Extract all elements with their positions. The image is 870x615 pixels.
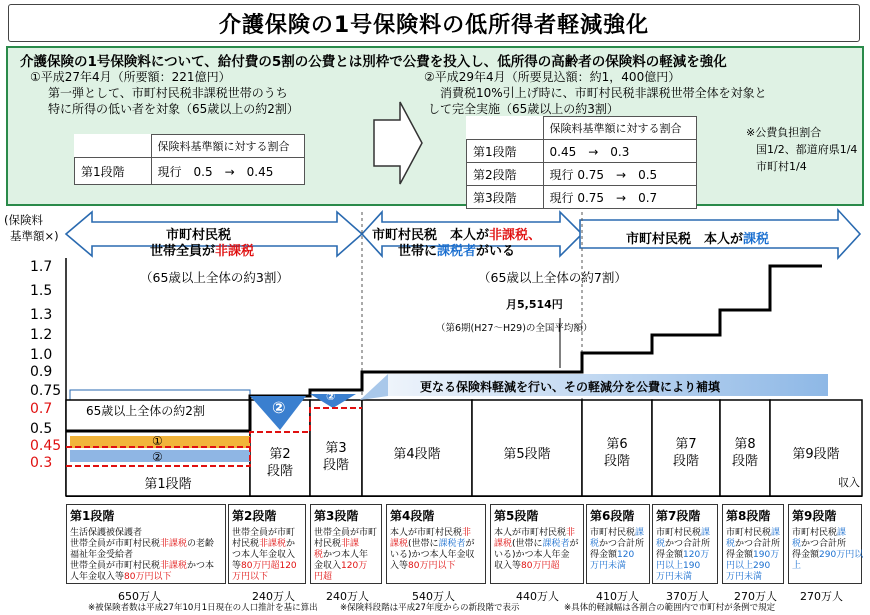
detail-text: かつ合計所 xyxy=(665,539,711,549)
footnote: ※具体的軽減幅は各割合の範囲内で市町村が条例で規定 xyxy=(564,603,776,613)
detail-text: 市町村民税 xyxy=(726,528,772,538)
detail-text: かつ合計所 xyxy=(599,539,645,549)
detail-text-red: 120万 xyxy=(341,561,368,571)
population-count: 650万人 xyxy=(118,590,161,603)
detail-text: が xyxy=(465,539,475,549)
stage-detail-title: 第3段階 xyxy=(314,509,359,523)
stage-detail-line xyxy=(590,528,646,539)
burden-title: ※公費負担割合 xyxy=(746,126,822,139)
detail-text: 市町村民税 xyxy=(656,528,702,538)
detail-text-blue: 課 xyxy=(701,528,711,538)
detail-text-blue: 課税者 xyxy=(542,539,570,549)
band-c-line1 xyxy=(626,228,769,247)
y-tick-label: 0.45 xyxy=(30,438,62,454)
band-a-red: 非課税 xyxy=(215,244,255,259)
detail-text: かつ合計所 xyxy=(735,539,781,549)
monthly-average: 月5,514円 xyxy=(506,298,563,311)
detail-text-blue: 万円未満 xyxy=(656,572,693,582)
detail-text: の老齢 xyxy=(187,539,215,549)
stage-label: 第9段階 xyxy=(792,447,840,462)
detail-text-red: 万円以下 xyxy=(232,572,269,582)
detail-text-red: 非 xyxy=(566,528,576,538)
stage-detail-line xyxy=(726,572,780,583)
detail-text-blue: 190万 xyxy=(753,550,780,560)
stage-label: 第6 段階 xyxy=(603,437,630,469)
footnote: ※被保険者数は平成27年10月1日現在の人口推計を基に算出 xyxy=(88,603,318,613)
detail-text-blue: 万円未満 xyxy=(590,561,627,571)
stage-detail-box xyxy=(310,504,382,584)
stage-detail-title: 第5段階 xyxy=(494,509,539,523)
stage-cell: 第1段階 xyxy=(75,158,152,185)
ratio-cell: 現行 0.5 → 0.45 xyxy=(151,158,304,185)
stage-detail-line xyxy=(590,550,646,561)
stage-detail-line xyxy=(656,528,714,539)
stage-detail-line xyxy=(792,550,864,561)
population-count: 240万人 xyxy=(326,590,369,603)
detail-text: 得金額 xyxy=(726,550,754,560)
detail-text-blue: 290万円以 xyxy=(819,550,864,560)
phase1-head: ①平成27年4月（所要額：221億円） xyxy=(30,70,231,84)
stage-detail-line xyxy=(70,572,222,583)
stage-detail-line xyxy=(232,539,302,550)
stage-detail-box xyxy=(228,504,306,584)
detail-text-blue: 円以上290 xyxy=(726,561,771,571)
stage-detail-line xyxy=(792,539,858,550)
stage-detail-line xyxy=(494,561,580,572)
stage-detail-title: 第7段階 xyxy=(656,509,701,523)
pct-30: （65歳以上全体の約3割） xyxy=(140,270,289,285)
detail-text-blue: 上 xyxy=(792,561,802,571)
stage-label: 第7 段階 xyxy=(672,437,699,469)
stage-detail-line xyxy=(390,561,482,572)
population-count: 540万人 xyxy=(412,590,455,603)
period-note: （第6期(H27～H29)の全国平均額） xyxy=(436,323,593,334)
detail-text-blue: 税 xyxy=(792,539,802,549)
stage-label: 第3 段階 xyxy=(322,441,349,473)
stage-detail-line xyxy=(792,561,858,572)
stage-detail-line xyxy=(656,550,714,561)
stage-detail-line xyxy=(314,572,378,583)
detail-text-blue: 税 xyxy=(726,539,736,549)
detail-text-blue: 円以上190 xyxy=(656,561,701,571)
pct-70: （65歳以上全体の約7割） xyxy=(478,270,627,285)
stage-detail-box xyxy=(652,504,718,584)
y-tick-label: 0.9 xyxy=(30,364,53,380)
detail-text-red: 非課税 xyxy=(160,539,188,549)
detail-text: が xyxy=(569,539,579,549)
detail-text-blue: 120万 xyxy=(683,550,710,560)
stage-detail-box xyxy=(788,504,862,584)
detail-text: 生活保護被保護者 xyxy=(70,528,143,538)
detail-text-red: 80万円超 xyxy=(521,561,560,571)
band-a-line2 xyxy=(150,240,254,259)
footnote: ※保険料段階は平成27年度からの新段階で表示 xyxy=(340,603,520,613)
stage-detail-line xyxy=(494,539,580,550)
stage-detail-line xyxy=(232,561,302,572)
y-tick-label: 1.5 xyxy=(30,283,53,299)
x-axis-label: 収入 xyxy=(838,476,860,489)
detail-text: か xyxy=(286,539,296,549)
table-header: 保険料基準額に対する割合 xyxy=(543,117,696,140)
stage-detail-title: 第9段階 xyxy=(792,509,837,523)
stage-detail-line xyxy=(70,539,222,550)
intro-text: 介護保険の1号保険料について、給付費の5割の公費とは別枠で公費を投入し、低所得の高齢者の保険料の軽減を強化 xyxy=(20,54,727,70)
detail-text: 村民税 xyxy=(232,539,260,549)
detail-text-red: 非課税 xyxy=(259,539,287,549)
detail-text: つ本人年金収入 xyxy=(232,550,296,560)
stage-detail-box xyxy=(66,504,226,584)
stage-detail-line xyxy=(232,550,302,561)
stage-label: 第4段階 xyxy=(393,447,441,462)
population-count: 410万人 xyxy=(596,590,639,603)
phase1-line2: 特に所得の低い者を対象（65歳以上の約2割） xyxy=(48,102,299,116)
detail-text: いる)かつ本人年金 xyxy=(494,550,570,560)
detail-text-red: 80万円以下 xyxy=(124,572,172,582)
detail-text: 市町村民税 xyxy=(590,528,636,538)
stage-detail-title: 第1段階 xyxy=(70,509,115,523)
detail-text: 市町村民税 xyxy=(792,528,838,538)
band-c-blue: 課税 xyxy=(743,232,770,247)
stage-detail-box xyxy=(386,504,486,584)
stage-detail-line xyxy=(656,561,714,572)
detail-text: 福祉年金受給者 xyxy=(70,550,134,560)
stage-detail-line xyxy=(314,561,378,572)
population-count: 270万人 xyxy=(800,590,843,603)
detail-text-blue: 課 xyxy=(771,528,781,538)
detail-text: 世帯全員が市町村民税 xyxy=(70,561,161,571)
band-b-line2 xyxy=(398,240,515,259)
detail-text-red: 80万円超120 xyxy=(241,561,297,571)
band-b-text3: がいる xyxy=(476,244,516,259)
band-b-text: 市町村民税 本人が xyxy=(372,228,490,243)
stage-detail-title: 第8段階 xyxy=(726,509,771,523)
band-b-blue: 課税者 xyxy=(437,244,477,259)
stage-detail-line xyxy=(314,528,378,539)
stage-cell: 第2段階 xyxy=(467,163,544,186)
detail-text: 本人が市町村民税 xyxy=(390,528,463,538)
detail-text: 得金額 xyxy=(590,550,618,560)
table-header: 保険料基準額に対する割合 xyxy=(151,135,304,158)
pct-20: 65歳以上全体の約2割 xyxy=(86,404,205,418)
detail-text: 村民税 xyxy=(314,539,342,549)
phase2-line2: して完全実施（65歳以上の約3割） xyxy=(428,102,619,116)
stage-detail-line xyxy=(390,528,482,539)
stage-detail-line xyxy=(70,550,222,561)
yaxis-title-2: 基準額×) xyxy=(10,229,59,243)
detail-text-blue: 税 xyxy=(656,539,666,549)
burden-national: 国1/2、都道府県1/4 xyxy=(756,143,858,156)
stage-detail-line xyxy=(792,528,858,539)
detail-text-red: 税 xyxy=(314,550,324,560)
population-count: 240万人 xyxy=(252,590,295,603)
stage-detail-title: 第2段階 xyxy=(232,509,277,523)
circle-one-icon: ① xyxy=(152,434,163,448)
detail-text-red: 課税 xyxy=(390,539,409,549)
detail-text: 世帯全員が市町村民税 xyxy=(70,539,161,549)
detail-text: (世帯に xyxy=(512,539,543,549)
y-tick-label: 1.0 xyxy=(30,347,53,363)
stage-detail-line xyxy=(314,539,378,550)
y-tick-label: 0.7 xyxy=(30,401,53,417)
stage-detail-line xyxy=(590,539,646,550)
ratio-cell: 現行 0.75 → 0.5 xyxy=(543,163,696,186)
detail-text: かつ本 xyxy=(187,561,215,571)
stage-detail-line xyxy=(314,550,378,561)
stage-detail-box xyxy=(586,504,650,584)
detail-text-red: 非課税 xyxy=(160,561,188,571)
detail-text: (世帯に xyxy=(408,539,439,549)
population-count: 270万人 xyxy=(734,590,777,603)
population-count: 370万人 xyxy=(666,590,709,603)
stage-label: 第1段階 xyxy=(144,477,192,492)
stage-detail-line xyxy=(232,572,302,583)
burden-municipal: 市町村1/4 xyxy=(756,160,807,173)
ratio-cell: 現行 0.75 → 0.7 xyxy=(543,186,696,209)
detail-text-red: 80万円以下 xyxy=(408,561,456,571)
phase1-line1: 第一弾として、市町村民税非課税世帯のうち xyxy=(48,86,288,100)
stage-detail-line xyxy=(726,539,780,550)
detail-text: 世帯全員が市町 xyxy=(232,528,296,538)
page-title: 介護保険の1号保険料の低所得者軽減強化 xyxy=(8,4,860,42)
detail-text: かつ合計所 xyxy=(801,539,847,549)
detail-text-red: 円超 xyxy=(314,572,333,582)
stage-detail-line xyxy=(232,528,302,539)
phase2-line1: 消費税10%引上げ時に、市町村民税非課税世帯全体を対象と xyxy=(440,86,767,100)
detail-text-blue: 万円未満 xyxy=(726,572,763,582)
detail-text: 本人が市町村民税 xyxy=(494,528,567,538)
stage-detail-line xyxy=(70,528,222,539)
detail-text: 得金額 xyxy=(792,550,820,560)
y-tick-label: 1.3 xyxy=(30,307,53,323)
band-c-text: 市町村民税 本人が xyxy=(626,232,744,247)
detail-text: 金収入 xyxy=(314,561,342,571)
detail-text: いる)かつ本人年金収 xyxy=(390,550,475,560)
detail-text-blue: 120 xyxy=(617,550,635,560)
yaxis-title-1: (保険料 xyxy=(4,213,43,227)
detail-text-red: 課税 xyxy=(494,539,513,549)
stage-detail-line xyxy=(494,550,580,561)
stage-detail-line xyxy=(726,528,780,539)
stage-detail-line xyxy=(390,539,482,550)
stage-cell: 第1段階 xyxy=(467,140,544,163)
y-tick-label: 0.5 xyxy=(30,421,53,437)
y-tick-label: 1.7 xyxy=(30,259,53,275)
band-b-text2: 世帯に xyxy=(398,244,438,259)
stage-detail-line xyxy=(656,539,714,550)
ratio-cell: 0.45 → 0.3 xyxy=(543,140,696,163)
stage-detail-line xyxy=(590,561,646,572)
banner-text: 更なる保険料軽減を行い、その軽減分を公費により補填 xyxy=(420,380,721,394)
stage-detail-line xyxy=(726,561,780,572)
detail-text-blue: 課 xyxy=(837,528,847,538)
detail-text-red: 非課 xyxy=(341,539,360,549)
stage-detail-title: 第4段階 xyxy=(390,509,435,523)
detail-text: 収入等 xyxy=(494,561,522,571)
detail-text: 世帯全員が市町 xyxy=(314,528,378,538)
detail-text-red: 非 xyxy=(462,528,472,538)
stage-label: 第5段階 xyxy=(503,447,551,462)
population-count: 440万人 xyxy=(516,590,559,603)
stage-label: 第2 段階 xyxy=(266,447,293,479)
stage-detail-line xyxy=(390,550,482,561)
circle-two-icon: ② xyxy=(272,398,286,417)
detail-text: かつ本人年 xyxy=(323,550,369,560)
circle-two-icon: ② xyxy=(152,450,163,464)
stage-detail-title: 第6段階 xyxy=(590,509,635,523)
band-a-line1: 市町村民税 xyxy=(166,228,232,243)
stage-cell: 第3段階 xyxy=(467,186,544,209)
detail-text: 得金額 xyxy=(656,550,684,560)
band-a-text: 世帯全員が xyxy=(150,244,216,259)
detail-text-blue: 税 xyxy=(590,539,600,549)
stage-detail-box xyxy=(490,504,584,584)
stage-detail-line xyxy=(494,528,580,539)
y-tick-label: 1.2 xyxy=(30,327,53,343)
stage-detail-line xyxy=(70,561,222,572)
detail-text: 入等 xyxy=(390,561,409,571)
stage-detail-line xyxy=(656,572,714,583)
detail-text: 人年金収入等 xyxy=(70,572,125,582)
detail-text-blue: 課 xyxy=(635,528,645,538)
detail-text-blue: 課税者 xyxy=(438,539,466,549)
circle-two-icon: ② xyxy=(326,390,336,403)
stage-label: 第8 段階 xyxy=(731,437,758,469)
band-b-red: 非課税、 xyxy=(489,228,542,243)
phase2-head: ②平成29年4月（所要見込額：約1，400億円） xyxy=(424,70,681,84)
y-tick-label: 0.3 xyxy=(30,455,53,471)
stage-detail-line xyxy=(726,550,780,561)
detail-text: 等 xyxy=(232,561,242,571)
stage-detail-box xyxy=(722,504,784,584)
y-tick-label: 0.75 xyxy=(30,383,62,399)
